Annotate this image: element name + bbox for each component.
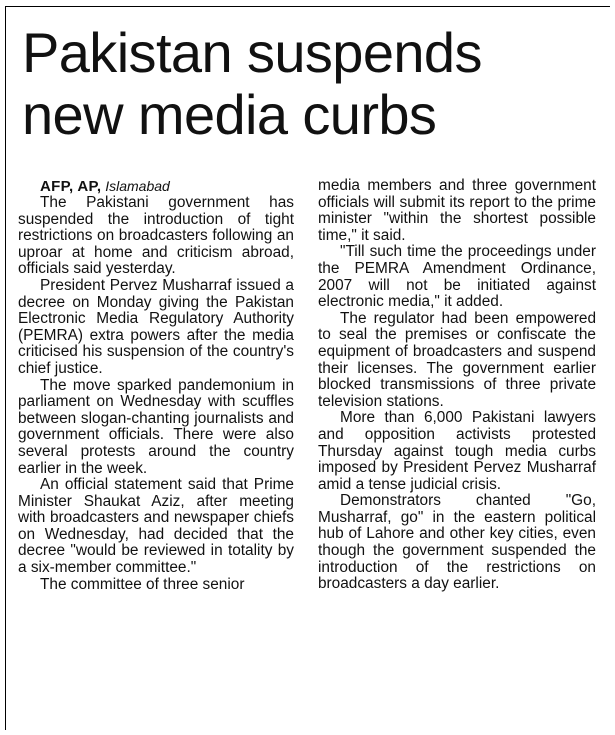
headline-line-2: new media curbs — [22, 83, 437, 146]
paragraph: The committee of three senior — [40, 575, 245, 593]
byline — [18, 178, 294, 195]
byline-location: Islamabad — [105, 178, 170, 194]
paragraph: The Pakistani government has suspended the introduction of tight restrictions on broadcasters following an uproar at home and criticism abroad, officials said yesterday. — [18, 194, 294, 278]
right-column — [318, 178, 596, 593]
paragraph: More than 6,000 Pakistani lawyers and opposition activists protested Thursday against tough media curbs imposed by President Pervez Musharraf amid a tense judicial crisis. — [318, 409, 596, 493]
paragraph: The move sparked pandemonium in parliament on Wednesday with scuffles between slogan-chanting journalists and government officials. There were also several protests around the country earlier in the week. — [18, 376, 294, 477]
paragraph: Demonstrators chanted "Go, Musharraf, go" in the eastern political hub of Lahore and other key cities, even though the government suspended the introduction of the restrictions on broadcasters a day earlier. — [318, 492, 596, 593]
paragraph: The regulator had been empowered to seal the premises or confiscate the equipment of broadcasters and suspend their licenses. The government earlier blocked transmissions of three private television stations. — [318, 309, 596, 410]
left-column — [18, 178, 294, 593]
paragraph: President Pervez Musharraf issued a decree on Monday giving the Pakistan Electronic Media Regulatory Authority (PEMRA) extra powers after the media criticised his suspension of the country's chief justice. — [18, 276, 294, 377]
paragraph-continued: media members and three government officials will submit its report to the prime minister "within the shortest possible time," it said. — [318, 177, 596, 244]
byline-agencies: AFP, AP, — [40, 178, 102, 195]
paragraph: "Till such time the proceedings under the PEMRA Amendment Ordinance, 2007 will not be initiated against electronic media," it added. — [318, 243, 596, 311]
headline-line-1: Pakistan suspends — [22, 21, 482, 84]
headline — [22, 22, 607, 146]
paragraph: An official statement said that Prime Minister Shaukat Aziz, after meeting with broadcasters and newspaper chiefs on Wednesday, had decided that the decree "would be reviewed in totality by a six-member committee." — [18, 476, 294, 577]
